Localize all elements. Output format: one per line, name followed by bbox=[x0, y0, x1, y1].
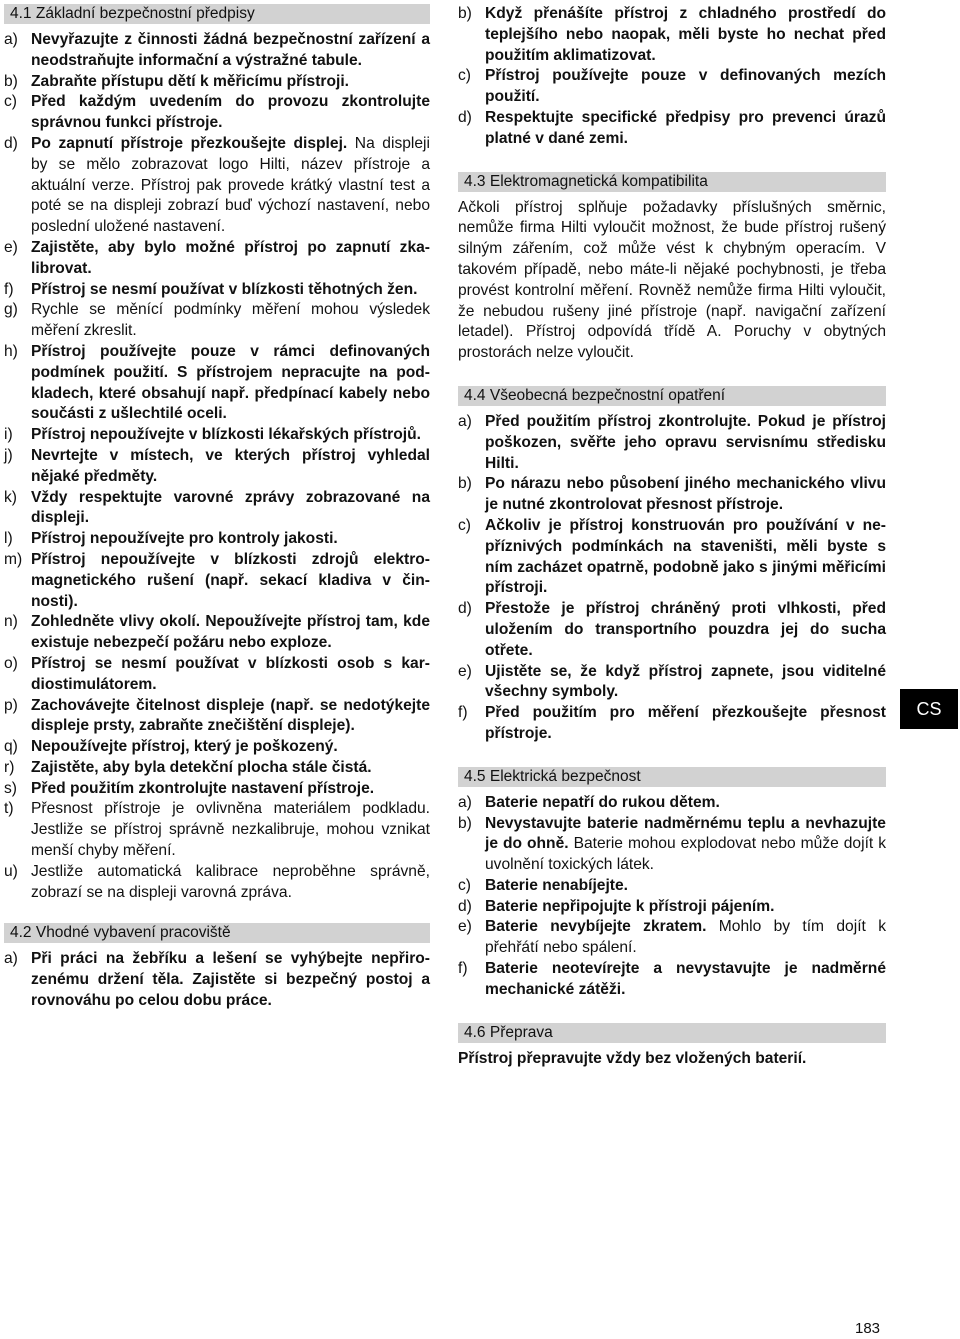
item-letter: n) bbox=[4, 613, 18, 631]
list-item bbox=[4, 30, 430, 72]
section-heading-4-5: 4.5 Elektrická bezpečnost bbox=[458, 767, 886, 787]
item-letter: g) bbox=[4, 301, 18, 319]
item-bold-text: Přístroj se nesmí používat v blízkosti těhotných žen. bbox=[31, 280, 418, 298]
item-letter: f) bbox=[458, 704, 468, 722]
item-bold-text: Při práci na žebříku a lešení se vyhýbejte nepřirozenému držení těla. Zajistěte si bezpečný postoj a rovnováhu po celou dobu práce. bbox=[31, 950, 430, 1010]
list-4-1 bbox=[4, 30, 430, 903]
list-item bbox=[458, 814, 886, 876]
item-letter: p) bbox=[4, 696, 18, 714]
item-letter: a) bbox=[458, 793, 472, 811]
item-letter: a) bbox=[458, 412, 472, 430]
list-item bbox=[4, 446, 430, 488]
item-letter: l) bbox=[4, 530, 13, 548]
list-item bbox=[4, 72, 430, 93]
item-letter: t) bbox=[4, 800, 14, 818]
list-item bbox=[4, 949, 430, 1011]
item-letter: e) bbox=[458, 662, 472, 680]
item-letter: b) bbox=[458, 5, 472, 22]
item-bold-text: Nevrtejte v místech, ve kterých přístroj vyhledal nějaké předměty. bbox=[31, 446, 430, 485]
list-item bbox=[4, 654, 430, 696]
item-bold-text: Přístroj nepoužívejte v blízkosti zdrojů elektromagnetického rušení (např. sekací kladiva v činnosti). bbox=[31, 550, 430, 610]
language-tab: CS bbox=[900, 689, 958, 729]
item-letter: b) bbox=[4, 72, 18, 90]
item-letter: f) bbox=[458, 960, 468, 978]
list-item bbox=[4, 779, 430, 800]
list-item bbox=[458, 662, 886, 704]
list-4-2 bbox=[4, 949, 430, 1011]
item-bold-text: Před použitím pro měření přezkoušejte přesnost přístroje. bbox=[485, 704, 886, 742]
list-item bbox=[4, 425, 430, 446]
list-item bbox=[4, 696, 430, 738]
item-bold-text: Po zapnutí přístroje přezkoušejte displej. bbox=[31, 134, 348, 152]
item-letter: e) bbox=[458, 918, 472, 936]
list-4-4 bbox=[458, 412, 886, 745]
list-item bbox=[458, 108, 886, 150]
list-item bbox=[458, 66, 886, 108]
item-letter: c) bbox=[458, 876, 471, 894]
list-item bbox=[458, 474, 886, 516]
list-item bbox=[4, 612, 430, 654]
item-text: Na displeji by se mělo zobrazovat logo Hilti, název přístroje a aktuální verze. Přístroj pak provede krátký vlastní test a poté se na displeji zobrazí buď výchozí nastavení, nebo poslední uložené nastavení. bbox=[31, 134, 430, 236]
item-letter: d) bbox=[458, 108, 472, 126]
list-item bbox=[4, 280, 430, 301]
item-bold-text: Když přenášíte přístroj z chladného prostředí do teplejšího nebo naopak, měli byste ho nechat před použitím aklimatizovat. bbox=[485, 5, 886, 64]
list-item bbox=[4, 550, 430, 612]
paragraph-4-6: Přístroj přepravujte vždy bez vložených baterií. bbox=[458, 1049, 807, 1067]
item-letter: c) bbox=[458, 516, 471, 534]
item-letter: q) bbox=[4, 738, 18, 756]
item-letter: e) bbox=[4, 238, 18, 256]
item-bold-text: Zachovávejte čitelnost displeje (např. se nedotýkejte displeje prsty, zabraňte znečištění displeje). bbox=[31, 696, 430, 735]
item-letter: c) bbox=[4, 93, 17, 111]
item-bold-text: Nevyřazujte z činnosti žádná bezpečnostní zařízení a neodstraňujte informační a výstražné tabule. bbox=[31, 31, 430, 69]
item-bold-text: Před každým uvedením do provozu zkontrolujte správnou funkci přístroje. bbox=[31, 93, 430, 132]
left-column bbox=[4, 4, 430, 1012]
item-bold-text: Zajistěte, aby byla detekční plocha stále čistá. bbox=[31, 758, 372, 776]
item-letter: d) bbox=[458, 600, 472, 618]
list-item bbox=[458, 897, 886, 918]
list-item bbox=[4, 92, 430, 134]
item-bold-text: Ačkoliv je přístroj konstruován pro používání v nepříznivých podmínkách na staveništi, měli byste s ním zacházet opatrně, podobně jako s jinými měřicími přístroji. bbox=[485, 516, 886, 597]
list-item bbox=[458, 703, 886, 745]
paragraph-4-3: Ačkoli přístroj splňuje požadavky příslušných směrnic, nemůže firma Hilti vyloučit možnost, že bude přístroj rušený silným zářením, což může vést k chybným operacím. V takovém případě, nebo máte-li nějaké pochybnosti, je třeba provést kontrolní měření. Rovněž nemůže firma Hilti vyloučit, že nebudou rušeny jiné přístroje (např. navigační zařízení letadel). Přístroj odpovídá třídě A. Poruchy v obytných prostorách nelze vyloučit. bbox=[458, 198, 886, 362]
item-bold-text: Nevystavujte baterie nadměrnému teplu a nevhazujte je do ohně. bbox=[485, 814, 886, 853]
item-letter: r) bbox=[4, 758, 15, 776]
section-heading-4-1: 4.1 Základní bezpečnostní předpisy bbox=[4, 4, 430, 24]
item-text: Přesnost přístroje je ovlivněna materiálem podkladu. Jestliže se přístroj správně nezkalibruje, mohou vznikat menší chyby měření. bbox=[31, 800, 430, 860]
item-letter: u) bbox=[4, 862, 18, 880]
item-letter: f) bbox=[4, 280, 14, 298]
list-item bbox=[4, 737, 430, 758]
section-heading-4-4: 4.4 Všeobecná bezpečnostní opatření bbox=[458, 386, 886, 406]
page-number: 183 bbox=[855, 1320, 881, 1337]
list-item bbox=[4, 758, 430, 779]
list-item bbox=[4, 238, 430, 280]
list-item bbox=[458, 412, 886, 474]
list-item bbox=[4, 300, 430, 342]
item-text: Baterie mohou explodovat nebo může dojít k uvolnění toxických látek. bbox=[485, 835, 886, 874]
item-letter: d) bbox=[4, 134, 18, 152]
list-item bbox=[458, 4, 886, 66]
item-bold-text: Baterie nepřipojujte k přístroji pájením. bbox=[485, 897, 775, 915]
list-4-1-continued bbox=[458, 4, 886, 150]
item-bold-text: Přístroj nepoužívejte pro kontroly jakosti. bbox=[31, 530, 338, 548]
item-letter: j) bbox=[4, 446, 13, 464]
item-letter: b) bbox=[458, 475, 472, 493]
item-letter: h) bbox=[4, 342, 18, 360]
list-item bbox=[458, 793, 886, 814]
list-item bbox=[4, 488, 430, 530]
item-letter: d) bbox=[458, 897, 472, 915]
item-bold-text: Respektujte specifické předpisy pro prevenci úrazů platné v dané zemi. bbox=[485, 108, 886, 147]
item-letter: b) bbox=[458, 814, 472, 832]
item-letter: o) bbox=[4, 654, 18, 672]
section-heading-4-3: 4.3 Elektromagnetická kompatibilita bbox=[458, 172, 886, 192]
list-item bbox=[458, 959, 886, 1001]
item-bold-text: Před použitím přístroj zkontrolujte. Pokud je přístroj poškozen, svěřte jeho opravu servisnímu středisku Hilti. bbox=[485, 412, 886, 472]
item-bold-text: Před použitím zkontrolujte nastavení přístroje. bbox=[31, 779, 375, 797]
item-text: Jestliže automatická kalibrace neproběhne správně, zobrazí se na displeji varovná zpráva. bbox=[31, 862, 430, 901]
item-bold-text: Baterie nevybíjejte zkratem. bbox=[485, 918, 707, 936]
item-bold-text: Baterie nepatří do rukou dětem. bbox=[485, 793, 720, 811]
item-letter: i) bbox=[4, 426, 13, 444]
list-item bbox=[4, 799, 430, 861]
item-bold-text: Přestože je přístroj chráněný proti vlhkosti, před uložením do transportního pouzdra jej do sucha otřete. bbox=[485, 600, 886, 659]
item-bold-text: Zajistěte, aby bylo možné přístroj po zapnutí zkalibrovat. bbox=[31, 238, 430, 277]
list-item bbox=[458, 516, 886, 599]
section-heading-4-6: 4.6 Přeprava bbox=[458, 1023, 886, 1043]
item-letter: a) bbox=[4, 950, 18, 968]
item-letter: a) bbox=[4, 31, 18, 48]
list-item bbox=[4, 134, 430, 238]
item-bold-text: Zabraňte přístupu dětí k měřicímu přístroji. bbox=[31, 72, 349, 90]
list-item bbox=[4, 342, 430, 425]
item-bold-text: Baterie neotevírejte a nevystavujte je nadměrné mechanické zátěži. bbox=[485, 960, 886, 998]
item-bold-text: Vždy respektujte varovné zprávy zobrazované na displeji. bbox=[31, 488, 430, 527]
item-text: Rychle se měnící podmínky měření mohou výsledek měření zkreslit. bbox=[31, 301, 430, 340]
list-item bbox=[458, 917, 886, 959]
item-letter: m) bbox=[4, 550, 23, 568]
item-text: Mohlo by tím dojít k přehřátí nebo spálení. bbox=[485, 918, 887, 957]
list-item bbox=[458, 599, 886, 661]
list-item bbox=[4, 862, 430, 904]
section-heading-4-2: 4.2 Vhodné vybavení pracoviště bbox=[4, 923, 430, 943]
right-column bbox=[458, 4, 886, 1069]
list-4-5 bbox=[458, 793, 886, 1001]
item-letter: c) bbox=[458, 67, 471, 85]
item-bold-text: Přístroj používejte pouze v definovaných mezích použití. bbox=[485, 67, 886, 106]
item-bold-text: Přístroj se nesmí používat v blízkosti osob s kardiostimulátorem. bbox=[31, 654, 430, 693]
item-letter: k) bbox=[4, 488, 17, 506]
item-bold-text: Baterie nenabíjejte. bbox=[485, 876, 628, 894]
list-item bbox=[4, 529, 430, 550]
list-item bbox=[458, 876, 886, 897]
item-letter: s) bbox=[4, 779, 17, 797]
item-bold-text: Přístroj nepoužívejte v blízkosti lékařských přístrojů. bbox=[31, 426, 421, 444]
item-bold-text: Přístroj používejte pouze v rámci definovaných podmínek použití. S přístrojem nepracujte na podkladech, které obsahují např. předpínací kabely nebo součásti z ušlechtilé oceli. bbox=[31, 342, 430, 423]
item-bold-text: Po nárazu nebo působení jiného mechanického vlivu je nutné zkontrolovat přesnost přístroje. bbox=[485, 475, 886, 514]
item-bold-text: Ujistěte se, že když přístroj zapnete, jsou viditelné všechny symboly. bbox=[485, 662, 886, 701]
item-bold-text: Zohledněte vlivy okolí. Nepoužívejte přístroj tam, kde existuje nebezpečí požáru nebo exploze. bbox=[31, 613, 430, 652]
item-bold-text: Nepoužívejte přístroj, který je poškozený. bbox=[31, 738, 338, 756]
